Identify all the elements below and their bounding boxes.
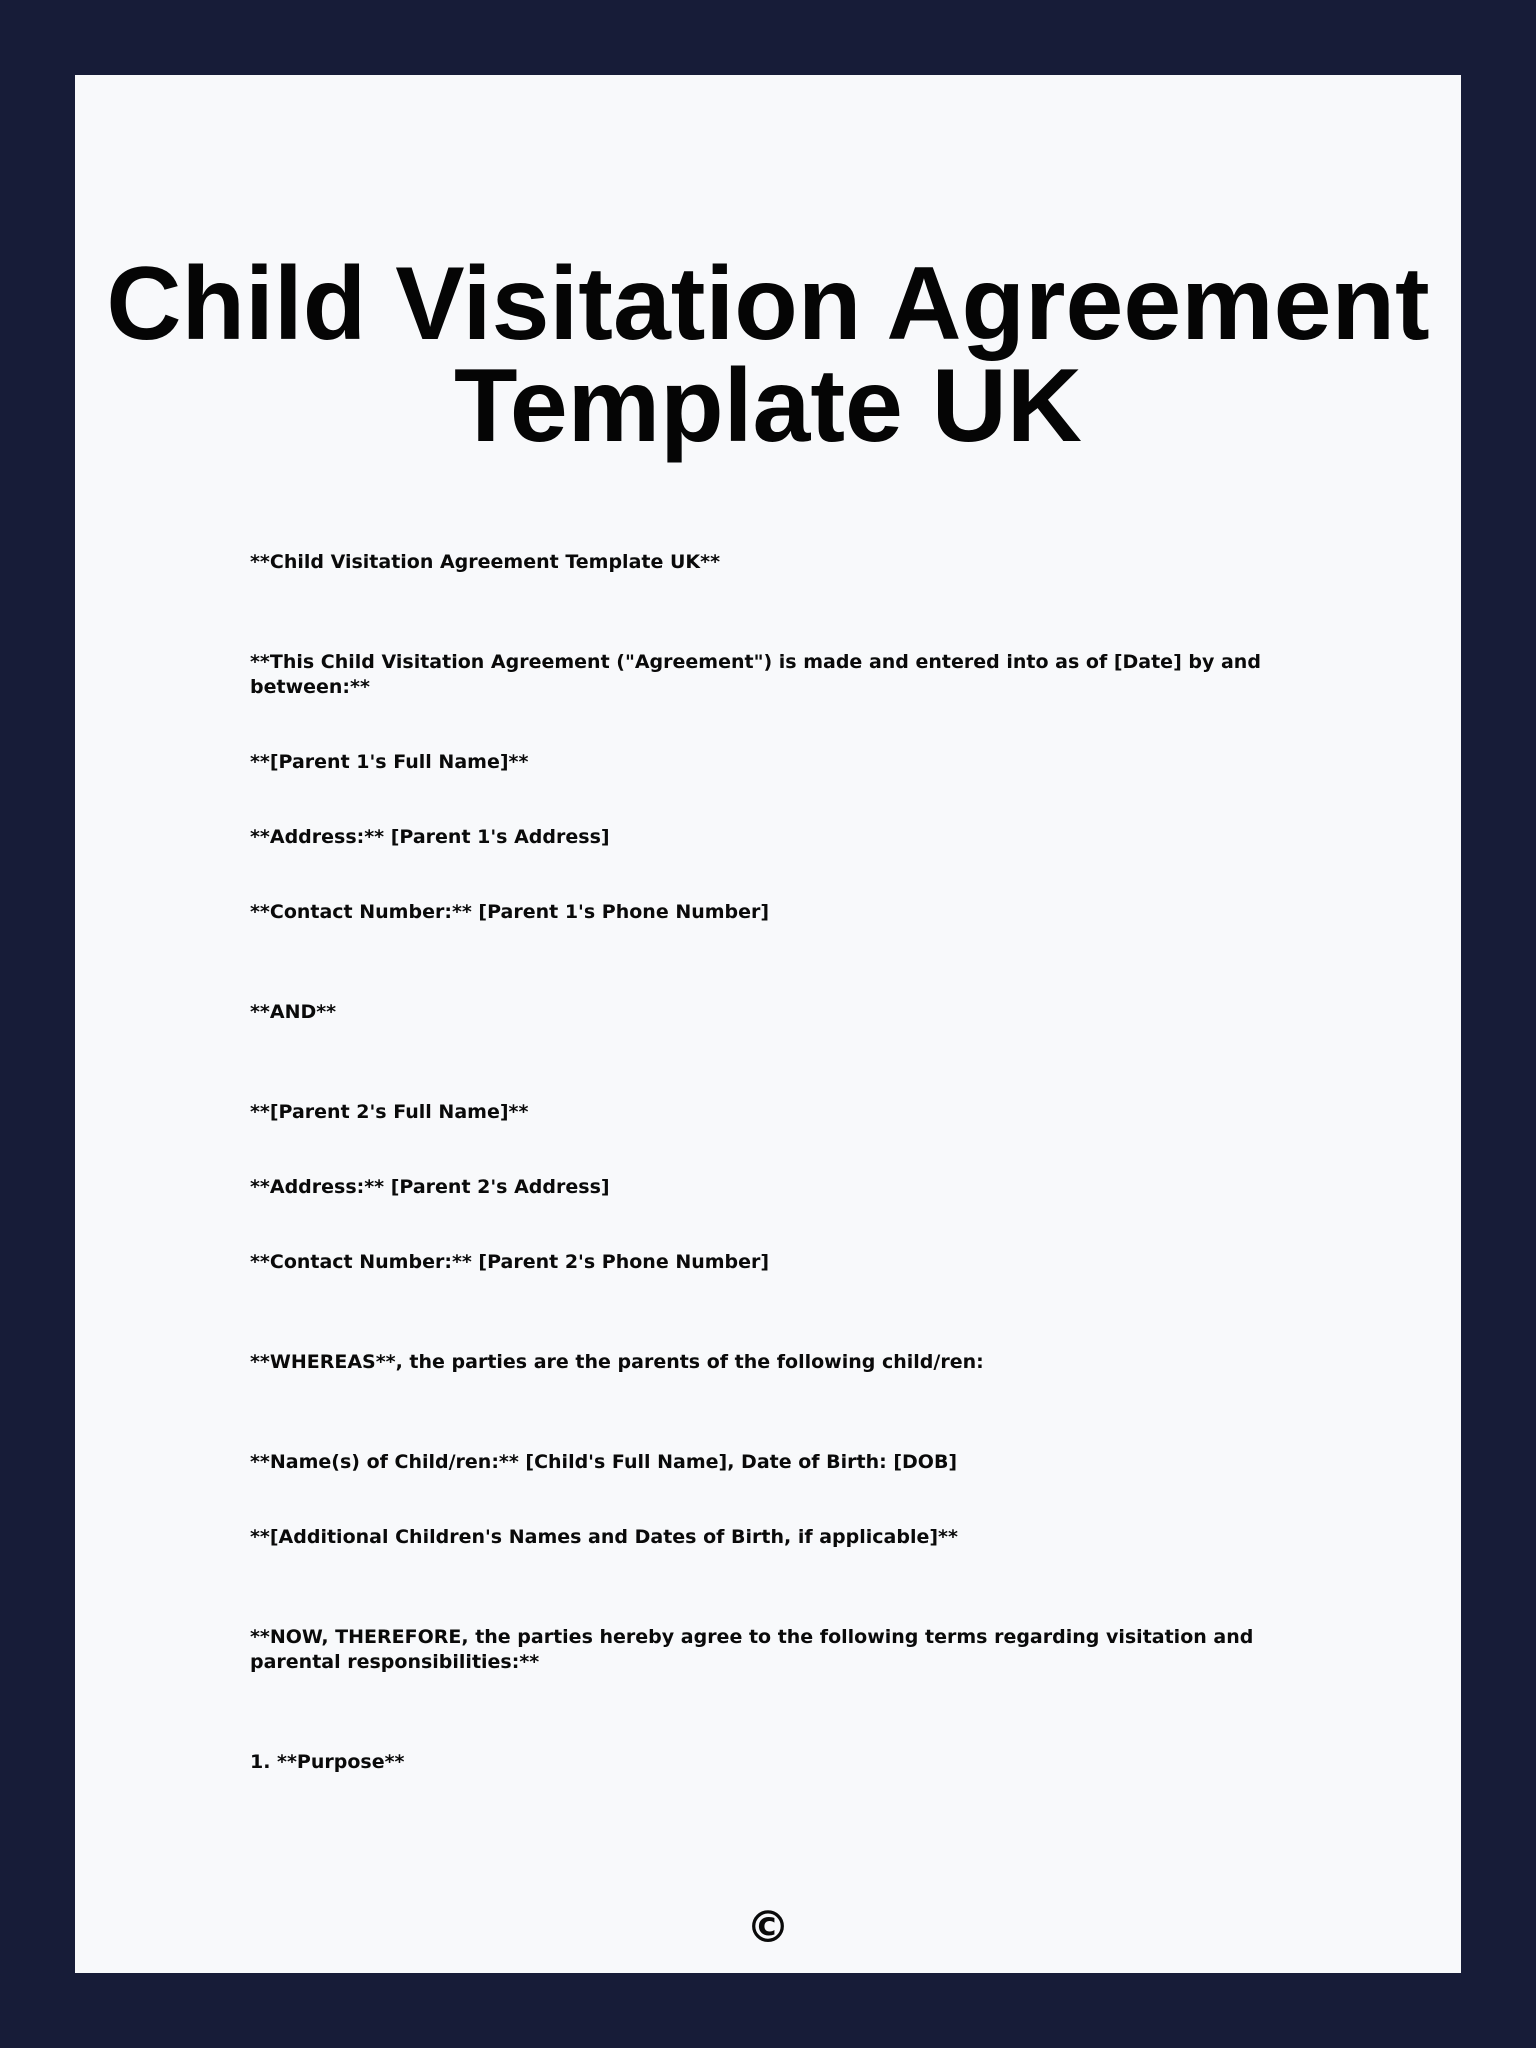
parent1-address-line: **Address:** [Parent 1's Address] — [250, 826, 610, 848]
additional-children-line: **[Additional Children's Names and Dates of Birth, if applicable]** — [250, 1526, 958, 1548]
and-line: **AND** — [250, 1001, 337, 1023]
now-therefore-line: **NOW, THEREFORE, the parties hereby agree to the following terms regarding visitation and parental responsibilities:** — [250, 1626, 1254, 1673]
parent1-name-line: **[Parent 1's Full Name]** — [250, 751, 529, 773]
intro-line: **This Child Visitation Agreement ("Agreement") is made and entered into as of [Date] by and between:** — [250, 651, 1261, 698]
children-line: **Name(s) of Child/ren:** [Child's Full Name], Date of Birth: [DOB] — [250, 1451, 958, 1473]
purpose-heading: 1. **Purpose** — [250, 1751, 405, 1773]
document-title: Child Visitation Agreement Template UK — [106, 246, 1430, 464]
whereas-line: **WHEREAS**, the parties are the parents of the following child/ren: — [250, 1351, 984, 1373]
parent1-contact-line: **Contact Number:** [Parent 1's Phone Number] — [250, 901, 770, 923]
heading-line: **Child Visitation Agreement Template UK** — [250, 551, 720, 573]
parent2-name-line: **[Parent 2's Full Name]** — [250, 1101, 529, 1123]
parent2-address-line: **Address:** [Parent 2's Address] — [250, 1176, 610, 1198]
copyright-icon: © — [746, 1902, 790, 1953]
parent2-contact-line: **Contact Number:** [Parent 2's Phone Number] — [250, 1251, 770, 1273]
document-page — [75, 75, 1461, 1973]
